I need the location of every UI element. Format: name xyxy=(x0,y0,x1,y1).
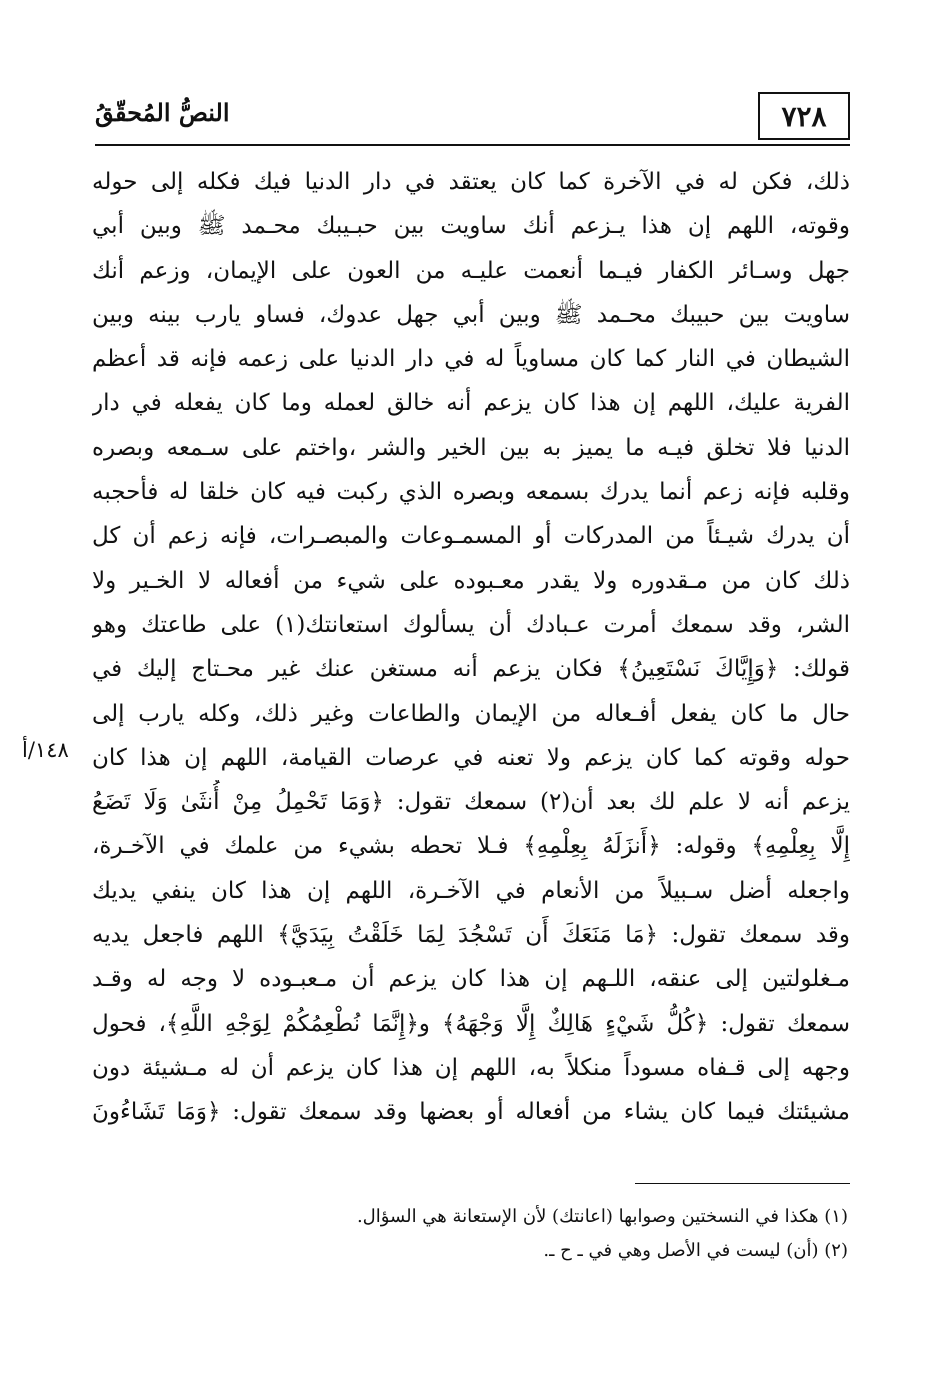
text-line: مشيئتك فيما كان يشاء من أفعاله أو بعضها وقد سمعك تقول: ﴿وَمَا تَشَاءُونَ xyxy=(92,1099,850,1126)
text-line: الشيطان في النار كما كان مساوياً له في دار الدنيا على زعمه فإنه قد أعظم xyxy=(92,346,850,373)
text-line: أن يدرك شيـئاً من المدركات أو المسمـوعات والمبصـرات، فإنه زعم أن كل xyxy=(92,523,850,550)
text-line: ساويت بين حبيبك محـمد ﷺ وبين أبي جهل عدوك، فساو يارب بينه وبين xyxy=(92,301,850,328)
text-line: وجهه إلى قـفاه مسوداً منكلاً به، اللهم إن هذا كان يزعم أن له مـشيئة دون xyxy=(92,1054,850,1081)
footnotes xyxy=(95,1200,848,1268)
running-title: النصُّ المُحقّقُ xyxy=(95,98,230,127)
text-line: مـغلولتين إلى عنقه، اللـهم إن هذا كان يزعم أن مـعبـوده لا وجه له وقـد xyxy=(92,966,850,993)
footnote: (١) هكذا في النسختين وصوابها (اعانتك) لأن الإستعانة هي السؤال. xyxy=(356,1206,848,1227)
text-line: إِلَّا بِعِلْمِهِ﴾ وقوله: ﴿أَنزَلَهُ بِعِلْمِهِ﴾ فـلا تحطه بشيء من علمك في الآخـرة، xyxy=(92,833,850,860)
text-line: الدنيا فلا تخلق فيـه ما يميز به بين الخير والشر ،واختم على سـمعه وبصره xyxy=(92,434,850,461)
text-line: واجعله أضل سـبيلاً من الأنعام في الآخـرة، اللهم إن هذا كان ينفي يديك xyxy=(92,877,850,904)
page-number: ٧٢٨ xyxy=(758,92,850,140)
footnote: (٢) (أن) ليست في الأصل وهي في ـ ح ـ. xyxy=(543,1240,848,1261)
text-line: الشر، وقد سمعك أمرت عـبادك أن يسألوك استعانتك(١) على طاعتك وهو xyxy=(92,611,850,638)
text-line: حوله وقوته كما كان يزعم ولا تعنه في عرصات القيامة، اللهم إن هذا كان xyxy=(92,744,850,771)
text-line: ذلك، فكن له في الآخرة كما كان يعتقد في دار الدنيا فيك فكله إلى حوله xyxy=(92,169,850,195)
text-line: قولك: ﴿وَإِيَّاكَ نَسْتَعِينُ﴾ فكان يزعم أنه مستغن عنك غير محـتاج إليك في xyxy=(92,656,850,683)
margin-folio-reference: ١٤٨/أ xyxy=(22,738,69,762)
text-line: وقلبه فإنه زعم أنما يدرك بسمعه وبصره الذي ركبت فيه كان خلقا له فأحجبه xyxy=(92,479,850,506)
text-line: وقوته، اللهم إن هذا يـزعم أنك ساويت بين حبـيبك محـمد ﷺ وبين أبي xyxy=(92,213,850,240)
text-line: الفرية عليك، اللهم إن هذا كان يزعم أنه خالق لعمله وما كان يفعله في دار xyxy=(92,390,850,417)
text-line: سمعك تقول: ﴿كُلُّ شَيْءٍ هَالِكٌ إِلَّا وَجْهَهُ﴾ و﴿إِنَّمَا نُطْعِمُكُمْ لِوَجْهِ اللَّهِ﴾، فحول xyxy=(92,1010,850,1037)
text-line: وقد سمعك تقول: ﴿مَا مَنَعَكَ أَن تَسْجُدَ لِمَا خَلَقْتُ بِيَدَيَّ﴾ اللهم فاجعل يديه xyxy=(92,922,850,949)
text-line: يزعم أنه لا علم لك بعد أن(٢) سمعك تقول: ﴿وَمَا تَحْمِلُ مِنْ أُنثَىٰ وَلَا تَضَعُ xyxy=(92,789,850,816)
text-line: حال ما كان يفعل أفـعاله من الإيمان والطاعات وغير ذلك، وكله يارب إلى xyxy=(92,700,850,727)
main-text xyxy=(92,160,850,1135)
page-header xyxy=(95,88,850,146)
text-line: جهل وسـائر الكفار فيـما أنعمت عليـه من العون على الإيمان، وزعم أنك xyxy=(92,257,850,284)
text-line: ذلك كان من مـقدوره ولا يقدر معـبوده على شيء من أفعاله لا الخـير ولا xyxy=(92,567,850,594)
footnote-divider xyxy=(635,1183,850,1184)
